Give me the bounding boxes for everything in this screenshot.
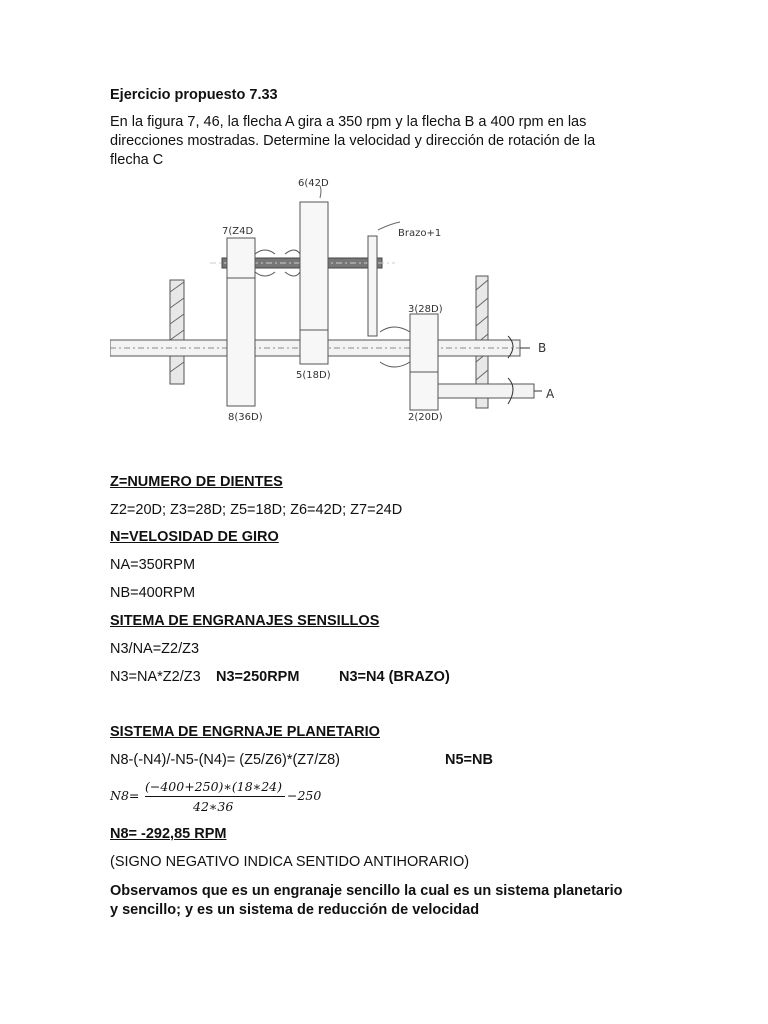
gear-8 bbox=[227, 278, 255, 406]
statement-line: flecha C bbox=[110, 152, 164, 168]
n8-result: N8= -292,85 RPM bbox=[110, 826, 227, 842]
label-arm: Brazo+1 bbox=[398, 228, 442, 239]
planetary-heading: SISTEMA DE ENGRNAJE PLANETARIO bbox=[110, 724, 380, 740]
z-heading: Z=NUMERO DE DIENTES bbox=[110, 474, 283, 490]
label-shaft-b: B bbox=[538, 341, 547, 355]
n8-formula-tail: −250 bbox=[287, 788, 322, 803]
n8-formula-lhs: N8= bbox=[110, 788, 140, 803]
n3-equals-n4: N3=N4 (BRAZO) bbox=[339, 669, 450, 685]
n5-note: N5=NB bbox=[445, 752, 493, 768]
z-values: Z2=20D; Z3=28D; Z5=18D; Z6=42D; Z7=24D bbox=[110, 502, 403, 518]
conclusion-line: y sencillo; y es un sistema de reducción de velocidad bbox=[110, 902, 480, 918]
simple-eq1: N3/NA=Z2/Z3 bbox=[110, 641, 200, 657]
gear-3 bbox=[410, 314, 438, 372]
label-gear-8: 8(36D) bbox=[228, 412, 263, 423]
n-heading: N=VELOSIDAD DE GIRO bbox=[110, 529, 279, 545]
gear-7 bbox=[227, 238, 255, 278]
simple-eq2: N3=NA*Z2/Z3 bbox=[110, 669, 201, 685]
sign-note: (SIGNO NEGATIVO INDICA SENTIDO ANTIHORARIO) bbox=[110, 854, 470, 870]
n8-formula-denominator: 42∗36 bbox=[193, 799, 234, 814]
gear-6 bbox=[300, 202, 328, 330]
label-gear-5: 5(18D) bbox=[296, 370, 331, 381]
fraction-bar bbox=[145, 796, 285, 797]
na-value: NA=350RPM bbox=[110, 557, 196, 573]
n8-formula-numerator: (−400+250)∗(18∗24) bbox=[145, 779, 282, 794]
label-gear-6: 6(42D bbox=[298, 178, 329, 189]
statement-line: direcciones mostradas. Determine la velocidad y dirección de rotación de la bbox=[110, 133, 596, 149]
nb-value: NB=400RPM bbox=[110, 585, 196, 601]
exercise-title: Ejercicio propuesto 7.33 bbox=[110, 87, 278, 103]
gear-5 bbox=[300, 330, 328, 364]
label-gear-2: 2(20D) bbox=[408, 412, 443, 423]
conclusion-line: Observamos que es un engranaje sencillo la cual es un sistema planetario bbox=[110, 883, 623, 899]
gear-train-figure bbox=[110, 172, 570, 434]
gear-2 bbox=[410, 372, 438, 410]
statement-line: En la figura 7, 46, la flecha A gira a 350 rpm y la flecha B a 400 rpm en las bbox=[110, 114, 587, 130]
n3-result: N3=250RPM bbox=[216, 669, 300, 685]
label-gear-3: 3(28D) bbox=[408, 304, 443, 315]
label-shaft-a: A bbox=[546, 387, 555, 401]
simple-heading: SITEMA DE ENGRANAJES SENSILLOS bbox=[110, 613, 380, 629]
planetary-eq: N8-(-N4)/-N5-(N4)= (Z5/Z6)*(Z7/Z8) bbox=[110, 752, 340, 768]
shaft-a bbox=[438, 384, 534, 398]
label-gear-7: 7(Z4D bbox=[222, 226, 254, 237]
problem-statement bbox=[110, 113, 650, 170]
arm bbox=[368, 236, 377, 336]
